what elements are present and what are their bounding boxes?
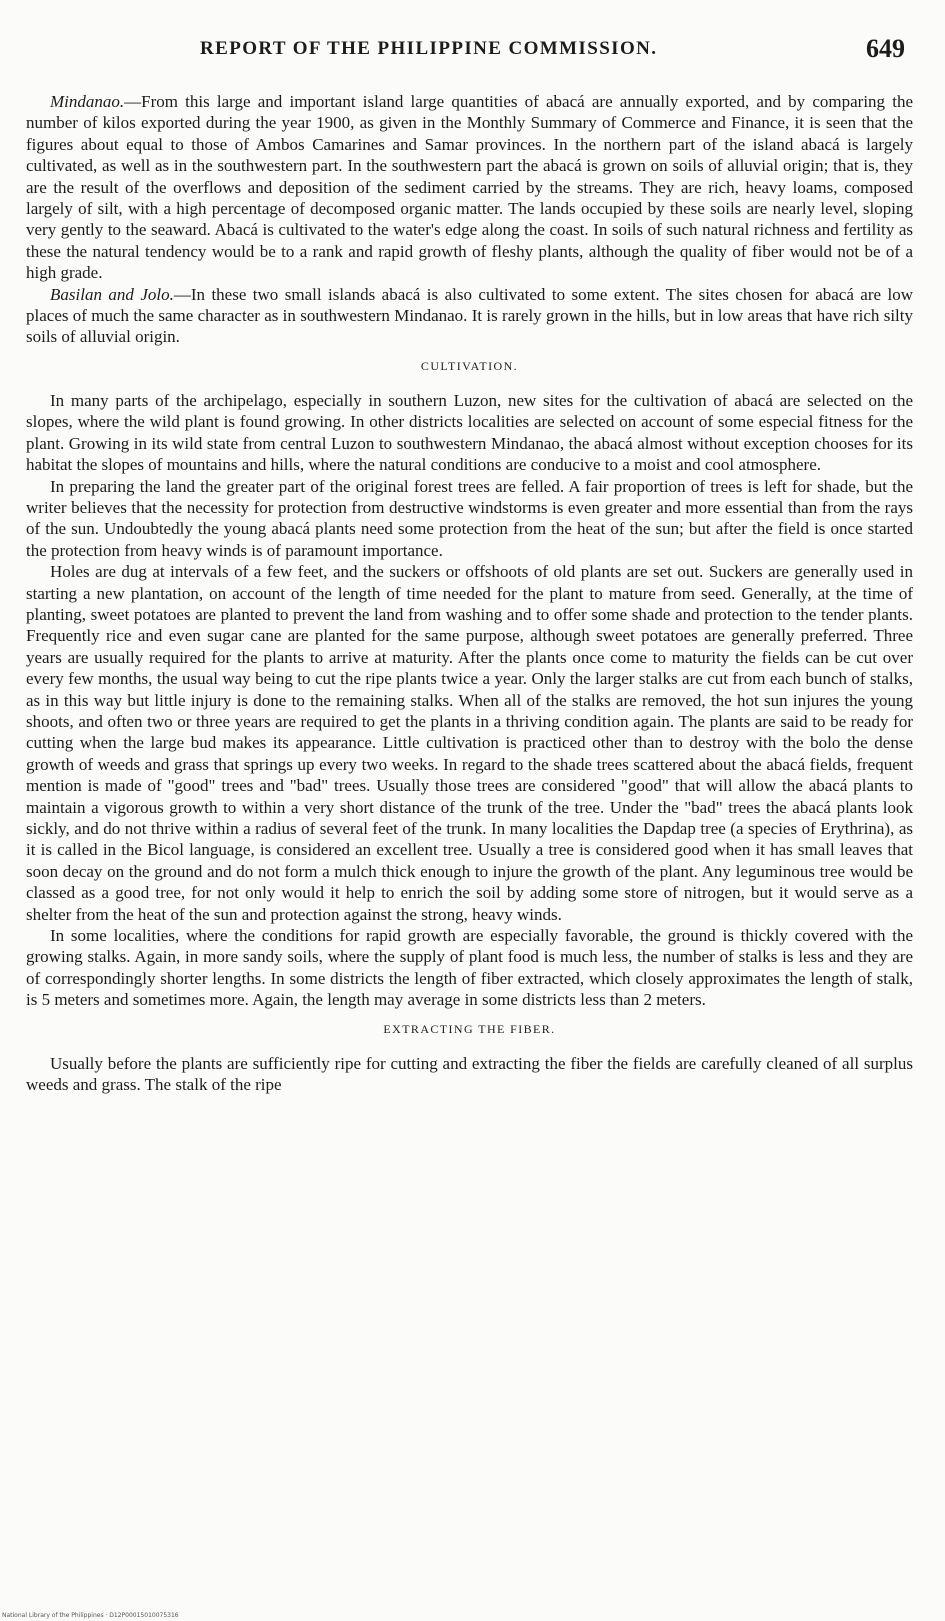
scan-credit: National Library of the Philippines · D12P00015010075316 bbox=[2, 1612, 179, 1619]
paragraph: Usually before the plants are sufficiently ripe for cutting and extracting the fiber the fields are carefully cleaned of all surplus weeds and grass. The stalk of the ripe bbox=[26, 1053, 913, 1095]
section-heading-cultivation: CULTIVATION. bbox=[420, 358, 519, 373]
paragraph-basilan-jolo bbox=[26, 284, 913, 348]
paragraph-text: —In these two small islands abacá is also cultivated to some extent. The sites chosen for abacá are low places of much the same character as in southwestern Mindanao. It is rarely grown in the hills, but in low areas that have rich silty soils of alluvial origin. bbox=[26, 284, 913, 347]
paragraph: In preparing the land the greater part of the original forest trees are felled. A fair proportion of trees is left for shade, but the writer believes that the necessity for protection from destructive windstorms is even greater and more essential than from the rays of the sun. Undoubtedly the young abacá plants need some protection from the heat of the sun; but after the field is once started the protection from heavy winds is of paramount importance. bbox=[26, 476, 913, 560]
run-in-heading-basilan-jolo: Basilan and Jolo. bbox=[50, 284, 174, 304]
paragraph: In some localities, where the conditions for rapid growth are especially favorable, the ground is thickly covered with the growing stalks. Again, in more sandy soils, where the supply of plant food is much less, the number of stalks is less and they are of correspondingly shorter lengths. In some districts the length of fiber extracted, which closely approximates the length of stalk, is 5 meters and sometimes more. Again, the length may average in some districts less than 2 meters. bbox=[26, 926, 913, 1010]
paragraph: Holes are dug at intervals of a few feet, and the suckers or offshoots of old plants are set out. Suckers are generally used in starting a new plantation, on account of the length of time needed for the plant to mature from seed. Generally, at the time of planting, sweet potatoes are planted to prevent the land from washing and to offer some shade and protection to the tender plants. Frequently rice and even sugar cane are planted for the same purpose, although sweet potatoes are generally preferred. Three years are usually required for the plants to arrive at maturity. After the plants once come to maturity the fields can be cut over every few months, the usual way being to cut the ripe plants twice a year. Only the larger stalks are cut from each bunch of stalks, as in this way but little injury is done to the remaining stalks. When all of the stalks are removed, the hot sun injures the young shoots, and often two or three years are required to get the plants in a thriving condition again. The plants are said to be ready for cutting when the large bud makes its appearance. Little cultivation is practiced other than to destroy with the bolo the dense growth of weeds and grass that springs up every two weeks. In regard to the shade trees scattered about the abacá fields, frequent mention is made of "good" trees and "bad" trees. Usually those trees are considered "good" that will allow the abacá plants to maintain a vigorous growth to within a very short distance of the trunk of the tree. Under the "bad" trees the abacá plants look sickly, and do not thrive within a radius of several feet of the trunk. In many localities the Dapdap tree (a species of Erythrina), as it is called in the Bicol language, is considered an excellent tree. Usually a tree is considered good when it has small leaves that soon decay on the ground and do not form a mulch thick enough to injure the growth of the plant. Any leguminous tree would be classed as a good tree, for not only would it help to enrich the soil by adding some store of nitrogen, but it would serve as a shelter from the heat of the sun and protection against the strong, heavy winds. bbox=[26, 562, 913, 924]
section-heading-extracting-fiber: EXTRACTING THE FIBER. bbox=[383, 1021, 556, 1036]
running-title: REPORT OF THE PHILIPPINE COMMISSION. bbox=[200, 38, 658, 59]
page-number: 649 bbox=[866, 34, 905, 63]
running-head bbox=[20, 34, 913, 74]
body-text bbox=[26, 91, 913, 1095]
run-in-heading-mindanao: Mindanao. bbox=[50, 92, 125, 111]
paragraph: In many parts of the archipelago, especially in southern Luzon, new sites for the cultivation of abacá are selected on the slopes, where the wild plant is found growing. In other districts localities are selected on account of some especial fitness for the plant. Growing in its wild state from central Luzon to southwestern Mindanao, the abacá almost without exception chooses for its habitat the slopes of mountains and hills, where the natural conditions are conducive to a moist and cool atmosphere. bbox=[26, 390, 913, 475]
paragraph-text: —From this large and important island large quantities of abacá are annually exported, and by comparing the number of kilos exported during the year 1900, as given in the Monthly Summary of Commerce and Finance, it is seen that the figures about equal to those of Ambos Camarines and Samar provinces. In the northern part of the island abacá is largely cultivated, as well as in the southwestern part. In the southwestern part the abacá is grown on soils of alluvial origin; that is, they are the result of the overflows and deposition of the sediment carried by the streams. They are rich, heavy loams, composed largely of silt, with a high percentage of decomposed organic matter. The lands occupied by these soils are nearly level, sloping very gently to the seaward. Abacá is cultivated to the water's edge along the coast. In soils of such natural richness and fertility as these the natural tendency would be to a rank and rapid growth of fleshy plants, although the quality of fiber would not be of a high grade. bbox=[26, 92, 913, 283]
paragraph-mindanao bbox=[26, 91, 913, 284]
